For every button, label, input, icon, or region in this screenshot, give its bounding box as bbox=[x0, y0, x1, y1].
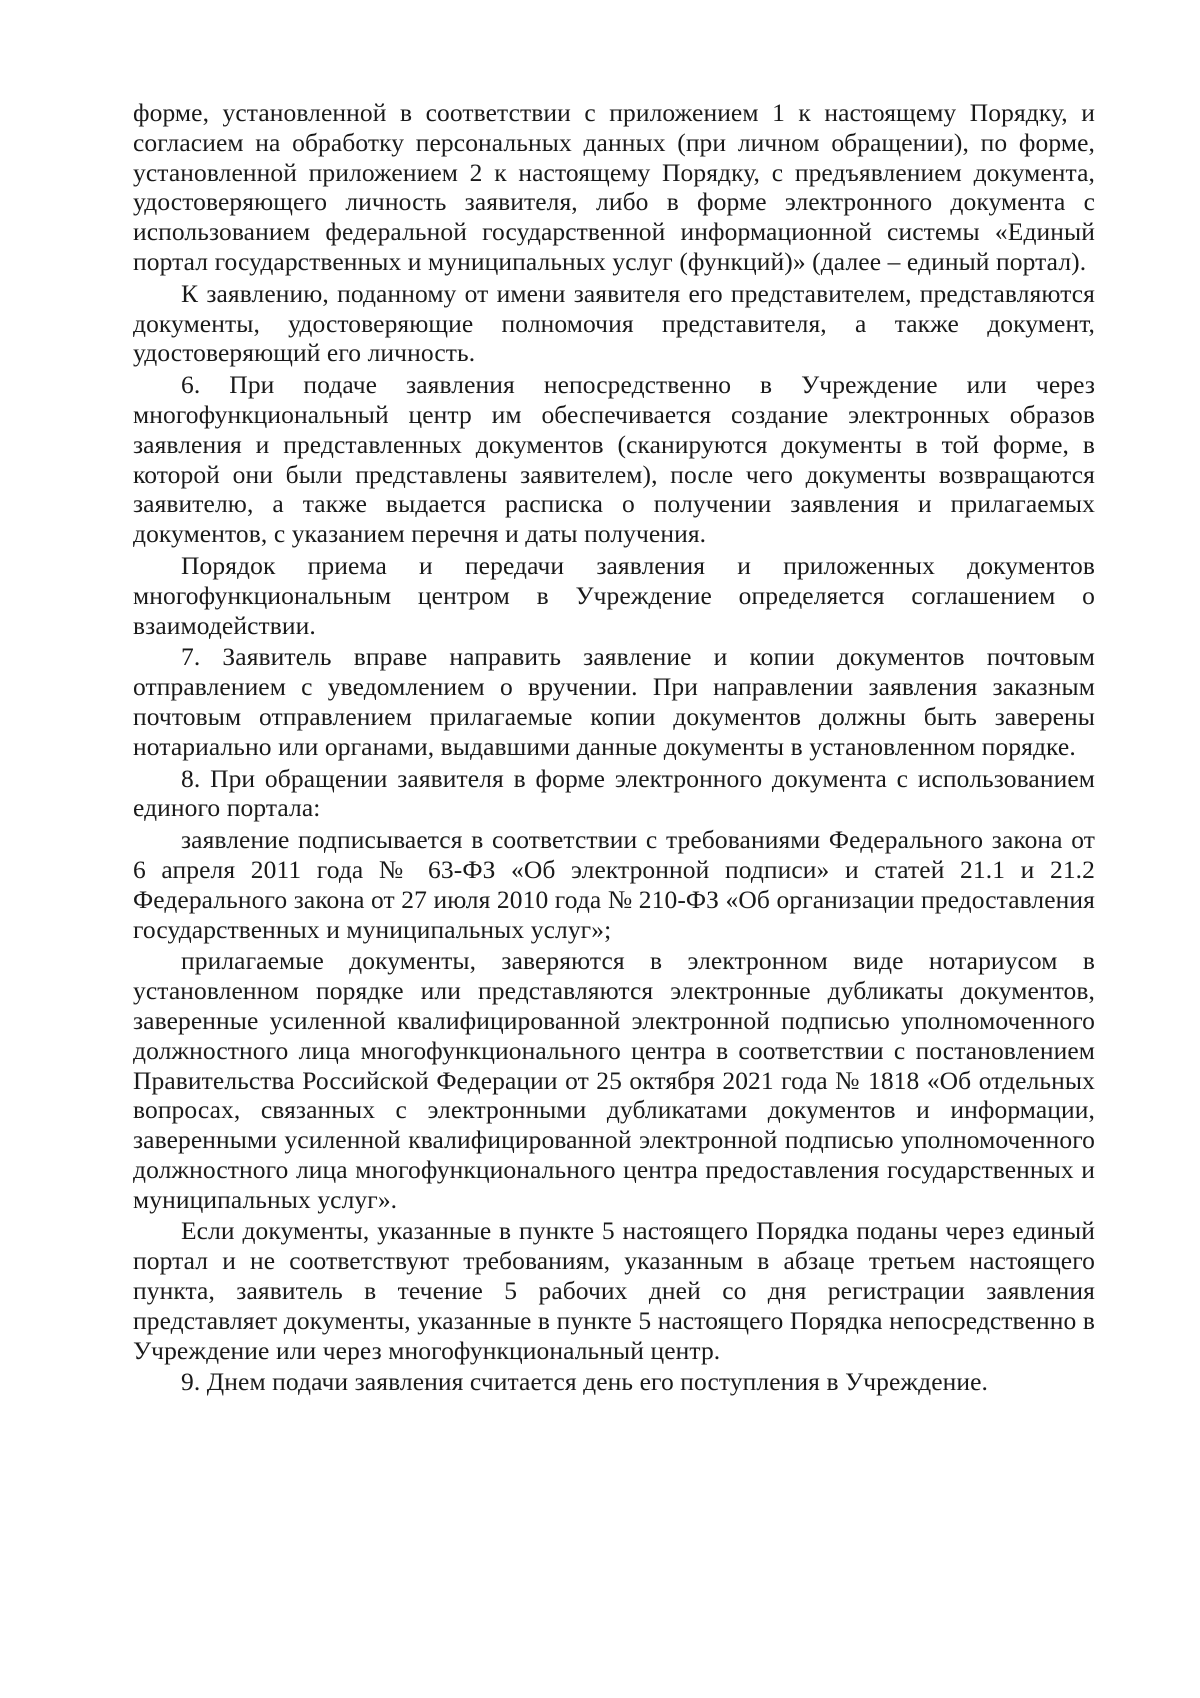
paragraph-transfer-order: Порядок приема и передачи заявления и приложенных документов многофункциональным центром в Учреждение определяется соглашением о взаимодействии. bbox=[133, 550, 1095, 640]
paragraph-item-9: 9. Днем подачи заявления считается день его поступления в Учреждение. bbox=[181, 1367, 989, 1397]
document-page bbox=[133, 98, 1095, 1397]
paragraph-signature-requirements: заявление подписывается в соответствии с требованиями Федерального закона от 6 апреля 2011 года № 63-ФЗ «Об электронной подписи» и статей 21.1 и 21.2 Федерального закона от 27 июля 2010 года № 210-ФЗ «Об организации предоставления государственных и муниципальных услуг»; bbox=[133, 825, 1095, 944]
paragraph-form-continuation: форме, установленной в соответствии с приложением 1 к настоящему Порядку, и согласием на обработку персональных данных (при личном обращении), по форме, установленной приложением 2 к настоящему Порядку, с предъявлением документа, удостоверяющего личность заявителя, либо в форме электронного документа с использованием федеральной государственной информационной системы «Единый портал государственных и муниципальных услуг (функций)» (далее – единый портал). bbox=[133, 98, 1095, 276]
paragraph-representative: К заявлению, поданному от имени заявителя его представителем, представляются документы, удостоверяющие полномочия представителя, а также документ, удостоверяющий его личность. bbox=[133, 278, 1095, 368]
paragraph-item-8: 8. При обращении заявителя в форме электронного документа с использованием единого портала: bbox=[133, 763, 1095, 823]
paragraph-item-6: 6. При подаче заявления непосредственно в Учреждение или через многофункциональный центр им обеспечивается создание электронных образов заявления и представленных документов (сканируются документы в той форме, в которой они были представлены заявителем), после чего документы возвращаются заявителю, а также выдается расписка о получении заявления и прилагаемых документов, с указанием перечня и даты получения. bbox=[133, 370, 1095, 549]
paragraph-attached-documents: прилагаемые документы, заверяются в электронном виде нотариусом в установленном порядке или представляются электронные дубликаты документов, заверенные усиленной квалифицированной электронной подписью уполномоченного должностного лица многофункционального центра в соответствии с постановлением Правительства Российской Федерации от 25 октября 2021 года № 1818 «Об отдельных вопросах, связанных с электронными дубликатами документов и информации, заверенными усиленной квалифицированной электронной подписью уполномоченного должностного лица многофункционального центра предоставления государственных и муниципальных услуг». bbox=[133, 946, 1095, 1214]
paragraph-noncompliance: Если документы, указанные в пункте 5 настоящего Порядка поданы через единый портал и не соответствуют требованиям, указанным в абзаце третьем настоящего пункта, заявитель в течение 5 рабочих дней со дня регистрации заявления представляет документы, указанные в пункте 5 настоящего Порядка непосредственно в Учреждение или через многофункциональный центр. bbox=[133, 1216, 1095, 1365]
paragraph-item-7: 7. Заявитель вправе направить заявление и копии документов почтовым отправлением с уведомлением о вручении. При направлении заявления заказным почтовым отправлением прилагаемые копии документов должны быть заверены нотариально или органами, выдавшими данные документы в установленном порядке. bbox=[133, 642, 1095, 761]
